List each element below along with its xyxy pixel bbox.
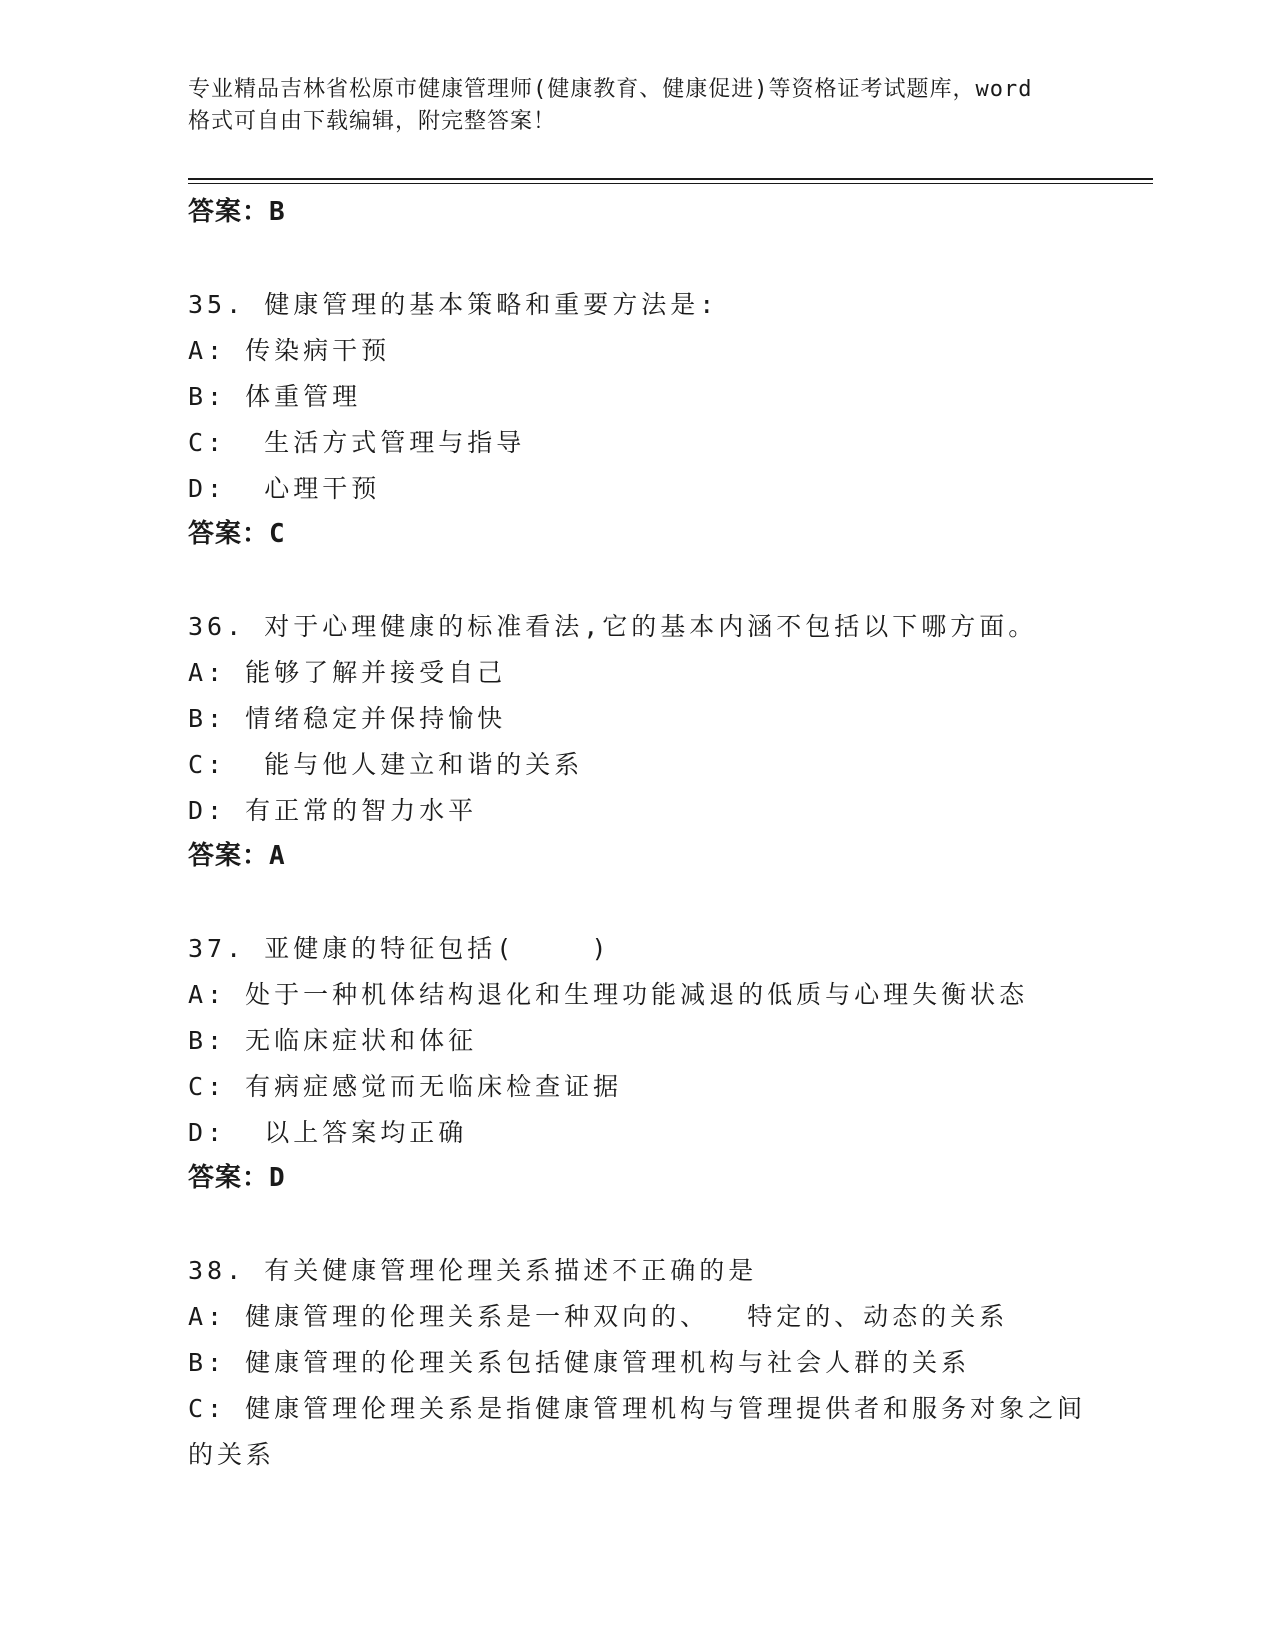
option-b: B: 情绪稳定并保持愉快 <box>188 704 507 733</box>
option-c: C: 生活方式管理与指导 <box>188 428 526 457</box>
option-a: A: 处于一种机体结构退化和生理功能减退的低质与心理失衡状态 <box>188 980 1029 1009</box>
option-b: B: 无临床症状和体征 <box>188 1026 478 1055</box>
option-c: C: 健康管理伦理关系是指健康管理机构与管理提供者和服务对象之间 <box>188 1394 1087 1423</box>
header-rule-thick <box>188 178 1153 180</box>
option-c: C: 有病症感觉而无临床检查证据 <box>188 1072 623 1101</box>
option-c-continued: 的关系 <box>188 1440 276 1469</box>
header-rule-thin <box>188 183 1153 184</box>
answer-line: 答案：A <box>188 841 286 871</box>
option-b: B: 健康管理的伦理关系包括健康管理机构与社会人群的关系 <box>188 1348 971 1377</box>
question-stem: 38. 有关健康管理伦理关系描述不正确的是 <box>188 1256 758 1285</box>
option-a: A: 传染病干预 <box>188 336 391 365</box>
question-stem: 35. 健康管理的基本策略和重要方法是: <box>188 290 719 319</box>
option-c: C: 能与他人建立和谐的关系 <box>188 750 584 779</box>
question-list <box>188 190 1088 1478</box>
option-d: D: 有正常的智力水平 <box>188 796 478 825</box>
page-header <box>188 74 1088 138</box>
question-stem: 37. 亚健康的特征包括( ) <box>188 934 611 963</box>
answer-line: 答案：B <box>188 197 286 227</box>
answer-line: 答案：D <box>188 1163 286 1193</box>
answer-line: 答案：C <box>188 519 286 549</box>
option-d: D: 以上答案均正确 <box>188 1118 468 1147</box>
option-d: D: 心理干预 <box>188 474 381 503</box>
option-b: B: 体重管理 <box>188 382 362 411</box>
option-a: A: 能够了解并接受自己 <box>188 658 507 687</box>
option-a: A: 健康管理的伦理关系是一种双向的、 特定的、动态的关系 <box>188 1302 1009 1331</box>
question-stem: 36. 对于心理健康的标准看法,它的基本内涵不包括以下哪方面。 <box>188 612 1038 641</box>
header-line-2: 格式可自由下载编辑，附完整答案！ <box>188 109 557 134</box>
header-line-1: 专业精品吉林省松原市健康管理师(健康教育、健康促进)等资格证考试题库，word <box>188 77 1033 102</box>
